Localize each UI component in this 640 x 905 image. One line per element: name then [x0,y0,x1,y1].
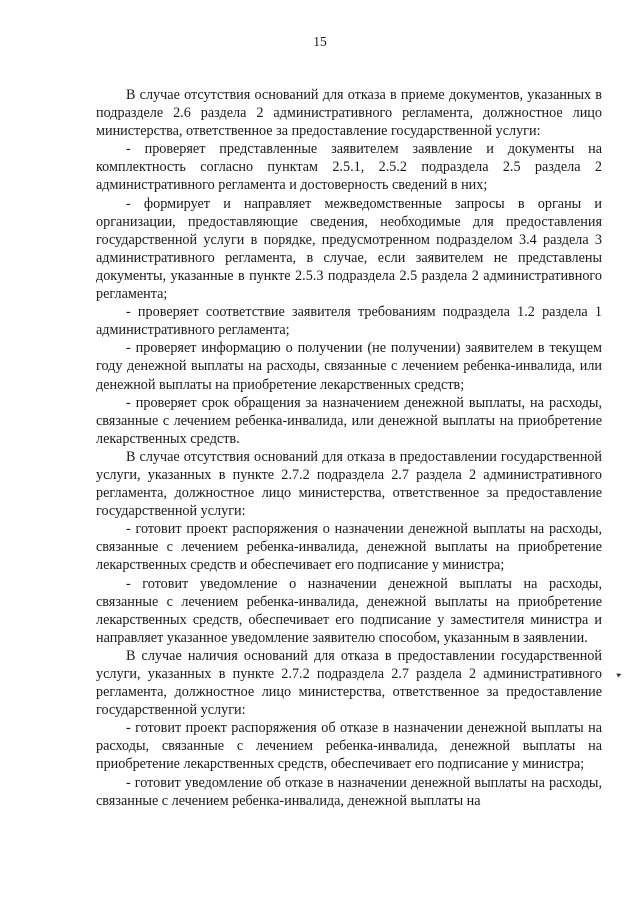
paragraph: - готовит уведомление об отказе в назначении денежной выплаты на расходы, связанные с лечением ребенка-инвалида, денежной выплаты на [96,774,602,809]
paragraph: - проверяет соответствие заявителя требованиям подраздела 1.2 раздела 1 административного регламента; [96,304,602,339]
paragraph: В случае наличия оснований для отказа в предоставлении государственной услуги, указанных в пункте 2.7.2 подраздела 2.7 раздела 2 административного регламента, должностное лицо министерства, ответственное за предоставление государственной услуги: [96,647,602,719]
paragraph: - проверяет представленные заявителем заявление и документы на комплектность согласно пунктам 2.5.1, 2.5.2 подраздела 2.5 раздела 2 административного регламента и достоверность сведений в них; [96,141,602,194]
scan-mark-icon: ▸ [615,668,623,680]
paragraph: - готовит уведомление о назначении денежной выплаты на расходы, связанные с лечением ребенка-инвалида, денежной выплаты на приобретение лекарственных средств, обеспечивает его подписание у заместителя министра и направляет указанное уведомление заявителю способом, указанным в заявлении. [96,575,602,646]
paragraph: - готовит проект распоряжения о назначении денежной выплаты на расходы, связанные с лечением ребенка-инвалида, денежной выплаты на приобретение лекарственных средств и обеспечивает его подписание у министра; [96,521,602,574]
paragraph: В случае отсутствия оснований для отказа в приеме документов, указанных в подразделе 2.6 раздела 2 административного регламента, должностное лицо министерства, ответственное за предоставление государственной услуги: [96,87,602,140]
paragraph: - проверяет срок обращения за назначением денежной выплаты, на расходы, связанные с лечением ребенка-инвалида, или денежной выплаты на приобретение лекарственных средств. [96,394,602,447]
page-number: 15 [313,34,327,49]
paragraph: - готовит проект распоряжения об отказе в назначении денежной выплаты на расходы, связанные с лечением ребенка-инвалида, денежной выплаты на приобретение лекарственных средств, обеспечивает его подписание у министра; [96,720,602,773]
paragraph: - проверяет информацию о получении (не получении) заявителем в текущем году денежной выплаты на расходы, связанные с лечением ребенка-инвалида, или денежной выплаты на приобретение лекарственных средств; [96,340,602,393]
paragraph: - формирует и направляет межведомственные запросы в органы и организации, предоставляющие сведения, необходимые для предоставления государственной услуги в порядке, предусмотренном подразделом 3.4 раздела 3 административного регламента, в случае, если заявителем не представлены документы, указанные в пункте 2.5.3 подраздела 2.5 раздела 2 административного регламента; [96,195,602,303]
document-body [96,86,602,810]
paragraph: В случае отсутствия оснований для отказа в предоставлении государственной услуги, указанных в пункте 2.7.2 подраздела 2.7 раздела 2 административного регламента, должностное лицо министерства, ответственное за предоставление государственной услуги: [96,448,602,520]
